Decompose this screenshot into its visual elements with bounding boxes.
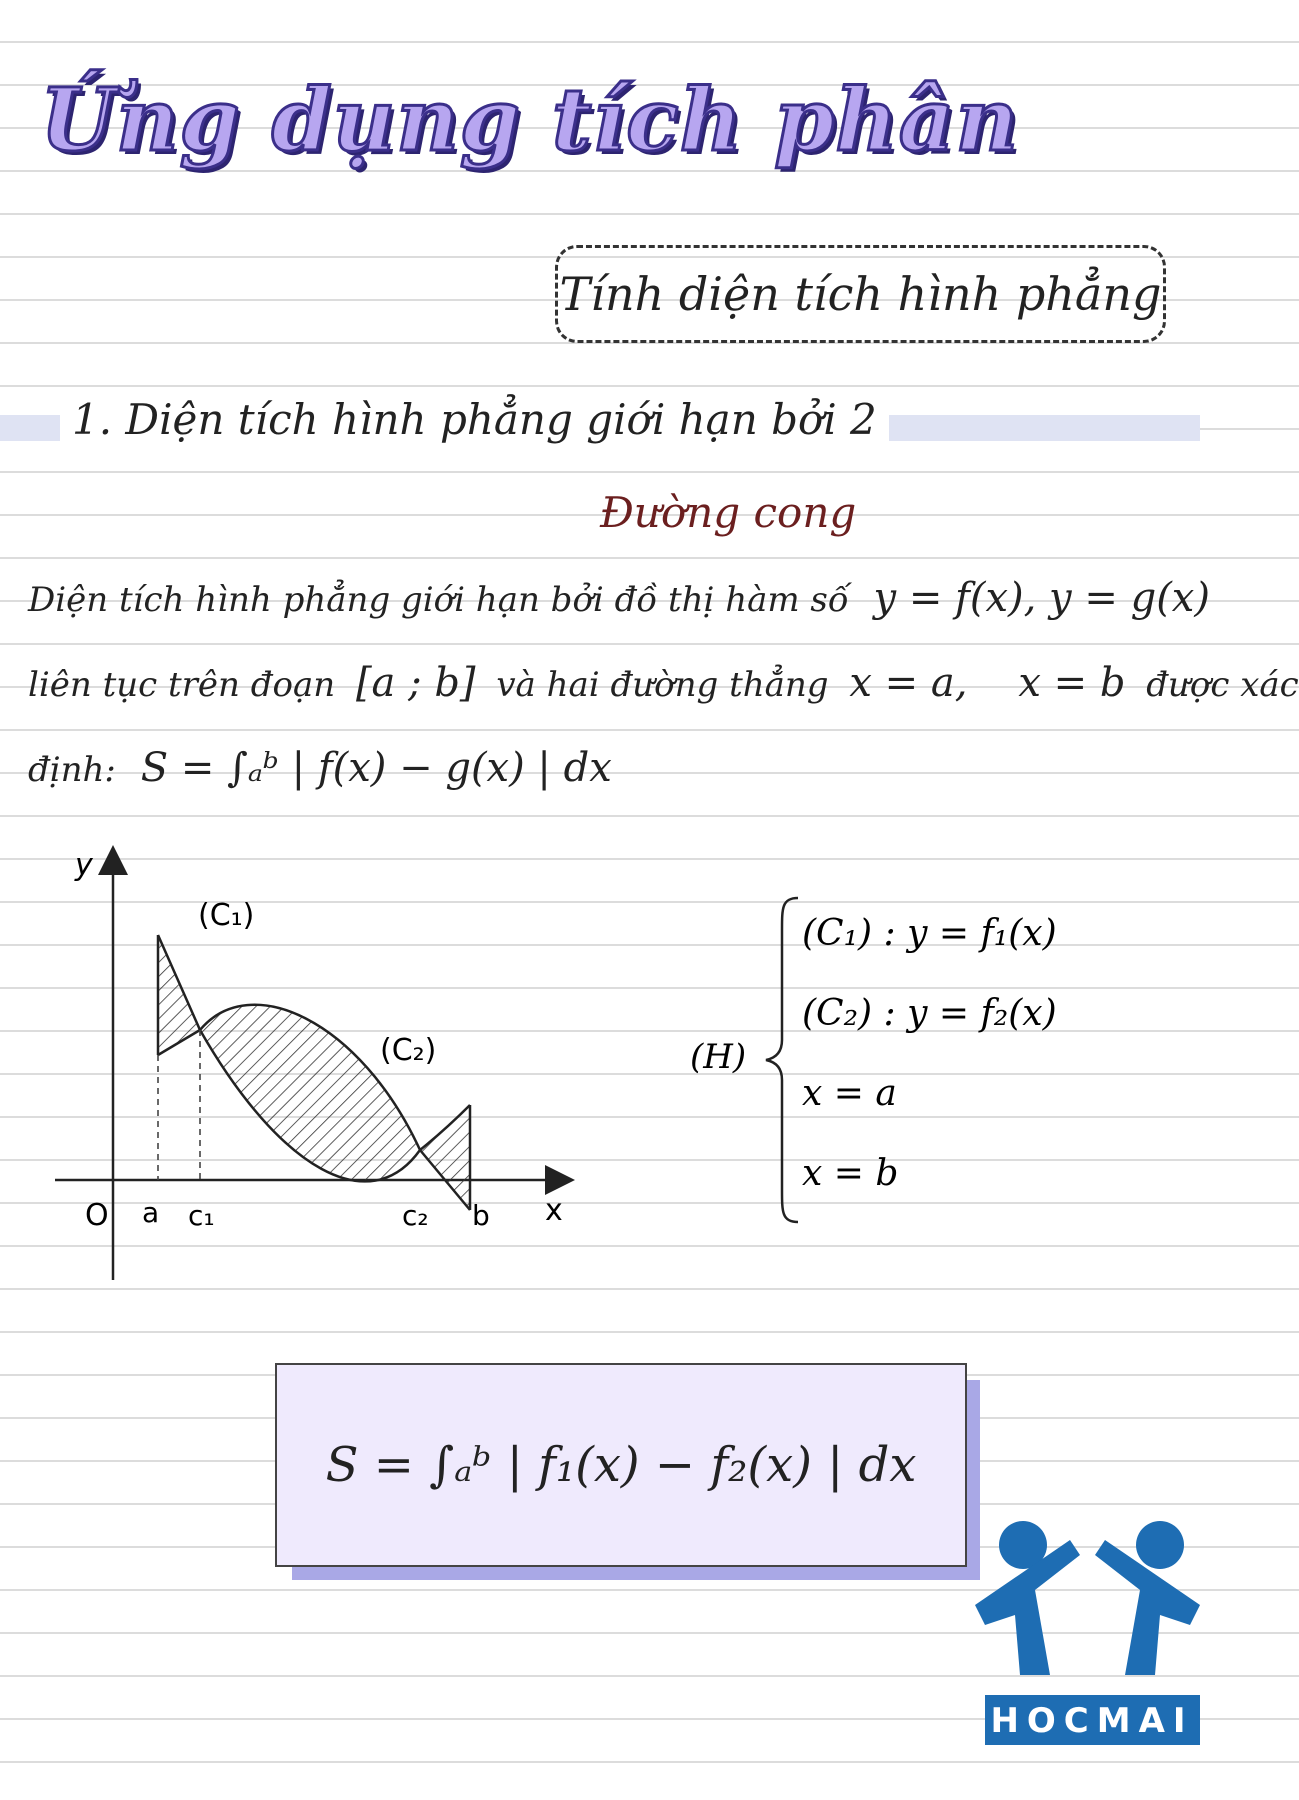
page-title: Ứng dụng tích phân: [40, 70, 1019, 171]
equation-system: [690, 890, 1170, 1230]
line3-text: định:: [28, 750, 116, 790]
tick-c2: c₂: [402, 1199, 429, 1232]
origin-label: O: [85, 1198, 109, 1233]
logo-text: HOCMAI: [990, 1701, 1194, 1741]
area-formula: S = ∫ₐᵇ | f₁(x) − f₂(x) | dx: [325, 1437, 917, 1493]
system-brace: [766, 898, 798, 1222]
system-eq1: (C₁) : y = f₁(x): [802, 913, 1057, 954]
area-graph: [40, 840, 600, 1290]
line2-interval: [a ; b]: [355, 660, 476, 706]
curve2-label: (C₂): [380, 1033, 437, 1068]
tick-a: a: [142, 1196, 160, 1229]
line1-text: Diện tích hình phẳng giới hạn bởi đồ thị hàm số: [28, 580, 849, 620]
system-name: (H): [690, 1037, 747, 1077]
x-axis-label: x: [545, 1193, 563, 1228]
tick-c1: c₁: [188, 1199, 215, 1232]
system-eq3: x = a: [802, 1073, 897, 1114]
subtitle: Tính diện tích hình phẳng: [559, 267, 1162, 321]
line3-formula: S = ∫ₐᵇ | f(x) − g(x) | dx: [140, 745, 612, 791]
system-eq4: x = b: [802, 1153, 899, 1194]
paragraph-line-3: [28, 745, 612, 791]
formula-box: [275, 1363, 967, 1567]
hocmai-logo: [975, 1500, 1200, 1750]
paragraph-line-1: [28, 575, 1210, 621]
tick-b: b: [472, 1199, 490, 1232]
subtitle-box: [555, 245, 1166, 343]
line2-lines: x = a, x = b: [849, 660, 1126, 706]
system-eq2: (C₂) : y = f₂(x): [802, 993, 1057, 1034]
line2-text-b: và hai đường thẳng: [496, 665, 829, 705]
region-1: [158, 935, 200, 1055]
section-subheading: Đường cong: [600, 488, 857, 537]
line2-text-a: liên tục trên đoạn: [28, 665, 336, 705]
line1-math: y = f(x), y = g(x): [873, 575, 1210, 621]
section-heading: 1. Diện tích hình phẳng giới hạn bởi 2: [60, 395, 889, 444]
curve1-label: (C₁): [198, 898, 255, 933]
y-axis-label: y: [75, 848, 93, 883]
paragraph-line-2: [28, 660, 1299, 706]
line2-text-c: được xác: [1146, 665, 1299, 705]
